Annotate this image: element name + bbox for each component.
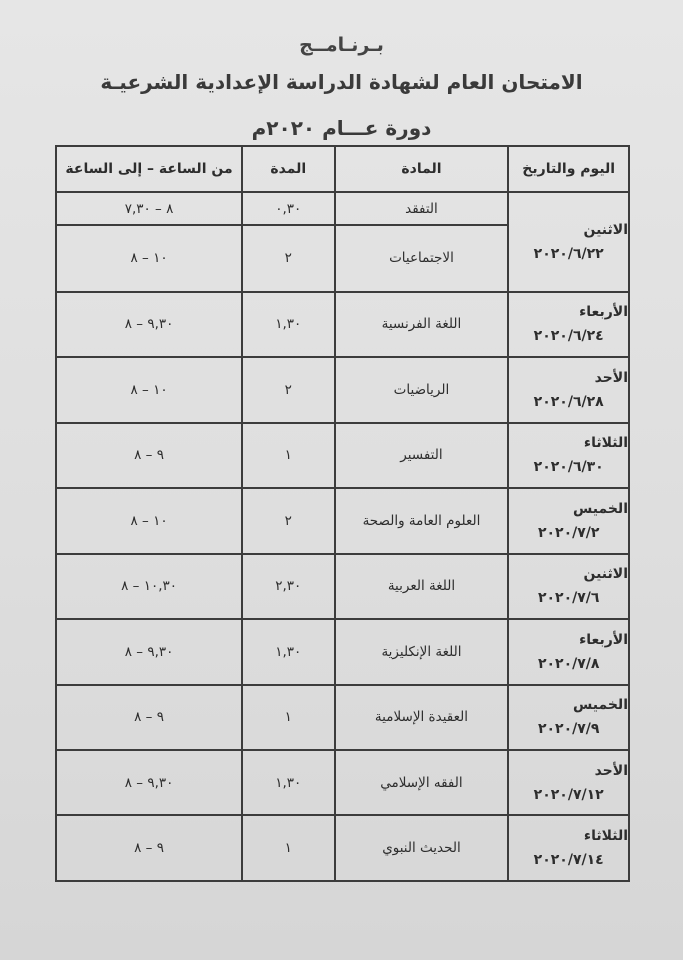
day-name: الأحد [594,369,628,386]
table-row [56,488,629,553]
duration-cell [242,423,334,488]
duration-cell [242,815,334,881]
table-row [56,750,629,815]
subject-cell [335,192,509,225]
day-date: ٢٠٢٠/٧/٢ [537,524,600,541]
time-cell-text: ٩,٣٠ – ٨ [124,774,174,791]
day-date: ٢٠٢٠/٧/٨ [537,655,600,672]
subject-cell-text: الحديث النبوي [382,840,461,857]
duration-cell-text: ٢ [284,381,292,398]
day-date: ٢٠٢٠/٦/٣٠ [533,459,604,476]
time-cell-text: ١٠ – ٨ [130,250,168,267]
table-row [56,685,629,750]
session-title: دورة عـــام ٢٠٢٠م [251,116,432,140]
day-date: ٢٠٢٠/٧/٩ [537,721,600,738]
duration-cell-text: ٢,٣٠ [275,578,302,595]
day-date: ٢٠٢٠/٧/٦ [537,590,600,607]
subject-cell [335,225,509,291]
duration-cell [242,750,334,815]
day-date: ٢٠٢٠/٦/٢٢ [533,245,604,262]
time-cell-text: ٩ – ٨ [134,709,164,726]
day-name: الأحد [594,762,628,779]
time-cell [56,192,242,225]
time-cell-text: ٨ – ٧,٣٠ [124,200,174,217]
duration-cell-text: ١ [284,447,292,464]
time-cell [56,488,242,553]
day-name: الاثنين [583,221,628,238]
subject-cell-text: العقيدة الإسلامية [374,709,468,726]
duration-cell [242,619,334,684]
duration-cell-text: ١ [284,840,292,857]
time-cell [56,292,242,357]
time-cell-text: ١٠,٣٠ – ٨ [121,578,177,595]
subject-cell [335,815,509,881]
subject-cell [335,619,509,684]
time-cell-text: ٩ – ٨ [134,840,164,857]
duration-cell [242,225,334,291]
day-cell [508,750,629,815]
time-cell-text: ٩,٣٠ – ٨ [124,643,174,660]
time-cell [56,225,242,291]
subject-cell [335,554,509,619]
header-subject: المادة [335,146,509,192]
time-cell [56,750,242,815]
duration-cell [242,488,334,553]
subject-cell-text: التفقد [405,200,438,217]
header-time: من الساعة – إلى الساعة [56,146,242,192]
subject-cell-text: اللغة الإنكليزية [381,643,462,660]
day-cell [508,488,629,553]
header-duration: المدة [242,146,334,192]
table-body [56,192,629,881]
day-name: الخميس [572,500,628,517]
table-header-row [56,146,629,192]
duration-cell-text: ١ [284,709,292,726]
day-cell [508,357,629,422]
day-cell [508,423,629,488]
table-row [56,192,629,225]
subject-cell [335,357,509,422]
subject-cell [335,685,509,750]
subject-cell-text: اللغة الفرنسية [381,316,462,333]
day-name: الثلاثاء [583,435,628,452]
time-cell [56,685,242,750]
time-cell-text: ٩ – ٨ [134,447,164,464]
subject-cell-text: اللغة العربية [387,578,456,595]
table-row [56,554,629,619]
duration-cell-text: ٢ [284,250,292,267]
header-day-date: اليوم والتاريخ [508,146,629,192]
time-cell [56,357,242,422]
day-cell [508,192,629,292]
exam-schedule-table [55,145,630,882]
day-name: الأربعاء [579,631,628,648]
day-cell [508,292,629,357]
day-date: ٢٠٢٠/٧/١٢ [533,786,604,803]
exam-title: الامتحان العام لشهادة الدراسة الإعدادية الشرعيـة [100,70,583,94]
time-cell-text: ١٠ – ٨ [130,381,168,398]
day-date: ٢٠٢٠/٦/٢٨ [533,393,604,410]
subject-cell-text: الفقه الإسلامي [380,774,463,791]
day-cell [508,815,629,881]
duration-cell [242,292,334,357]
table-row [56,815,629,881]
day-cell [508,554,629,619]
day-cell [508,685,629,750]
time-cell [56,619,242,684]
subject-cell [335,488,509,553]
time-cell-text: ١٠ – ٨ [130,512,168,529]
subject-cell [335,292,509,357]
table-row [56,292,629,357]
table-row [56,357,629,422]
table-row [56,423,629,488]
day-name: الأربعاء [579,304,628,321]
time-cell [56,423,242,488]
day-name: الاثنين [583,566,628,583]
time-cell [56,815,242,881]
subject-cell [335,423,509,488]
day-cell [508,619,629,684]
day-name: الثلاثاء [583,828,628,845]
subject-cell-text: العلوم العامة والصحة [362,512,481,529]
subject-cell [335,750,509,815]
duration-cell-text: ٠,٣٠ [275,200,302,217]
duration-cell-text: ١,٣٠ [275,774,302,791]
duration-cell-text: ١,٣٠ [275,316,302,333]
duration-cell [242,192,334,225]
duration-cell-text: ١,٣٠ [275,643,302,660]
time-cell [56,554,242,619]
subject-cell-text: التفسير [400,447,443,464]
duration-cell [242,357,334,422]
subject-cell-text: الرياضيات [393,381,450,398]
day-name: الخميس [572,697,628,714]
duration-cell-text: ٢ [284,512,292,529]
subject-cell-text: الاجتماعيات [389,250,454,267]
day-date: ٢٠٢٠/٧/١٤ [533,852,604,869]
day-date: ٢٠٢٠/٦/٢٤ [533,328,604,345]
program-title: بـرنـامــج [299,34,384,56]
table-row [56,619,629,684]
duration-cell [242,554,334,619]
duration-cell [242,685,334,750]
time-cell-text: ٩,٣٠ – ٨ [124,316,174,333]
